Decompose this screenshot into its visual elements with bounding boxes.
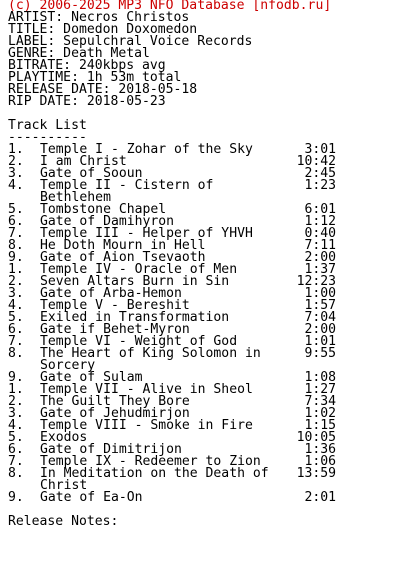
track-title: Exiled in Transformation	[40, 310, 230, 325]
track-row	[8, 492, 412, 504]
track-duration: 10:42	[296, 154, 336, 169]
track-duration: 1:36	[304, 442, 336, 457]
bitrate-line: BITRATE: 240kbps avg	[8, 58, 166, 73]
genre-line: GENRE: Death Metal	[8, 46, 150, 61]
track-title: Temple V - Bereshit	[40, 298, 190, 313]
track-duration: 1:06	[304, 454, 336, 469]
track-duration: 10:05	[296, 430, 336, 445]
release-date-line: RELEASE DATE: 2018-05-18	[8, 82, 198, 97]
track-number: 1.	[8, 262, 24, 277]
track-title: The Guilt They Bore	[40, 394, 190, 409]
track-duration: 2:45	[304, 166, 336, 181]
track-duration: 1:23	[304, 178, 336, 193]
track-duration: 1:00	[304, 286, 336, 301]
track-title: Exodos	[40, 430, 88, 445]
track-duration: 6:01	[304, 202, 336, 217]
track-number: 2.	[8, 274, 24, 289]
track-number: 2.	[8, 394, 24, 409]
track-list	[8, 144, 412, 504]
title-line: TITLE: Domedon Doxomedon	[8, 22, 198, 37]
track-title: Gate of Arba-Hemon	[40, 286, 182, 301]
track-number: 3.	[8, 406, 24, 421]
track-row	[8, 468, 412, 492]
track-title: He Doth Mourn in Hell	[40, 238, 206, 253]
track-number: 3.	[8, 166, 24, 181]
release-info	[8, 12, 412, 108]
track-number: 7.	[8, 226, 24, 241]
nfodb-header: (c) 2006-2025 MP3 NFO Database [nfodb.ru]	[8, 0, 332, 13]
track-title: Temple VII - Alive in Sheol	[40, 382, 253, 397]
tracklist-rule: ----------	[8, 130, 87, 145]
track-duration: 2:00	[304, 250, 336, 265]
track-number: 9.	[8, 370, 24, 385]
track-title: Gate of Sooun	[40, 166, 143, 181]
track-duration: 2:01	[304, 490, 336, 505]
playtime-line: PLAYTIME: 1h 53m total	[8, 70, 182, 85]
track-number: 3.	[8, 286, 24, 301]
track-row	[8, 180, 412, 204]
track-title: Temple IV - Oracle of Men	[40, 262, 238, 277]
track-number: 5.	[8, 310, 24, 325]
track-number: 7.	[8, 454, 24, 469]
track-number: 5.	[8, 430, 24, 445]
artist-line: ARTIST: Necros Christos	[8, 10, 190, 25]
track-title: Gate of Sulam	[40, 370, 143, 385]
track-number: 1.	[8, 142, 24, 157]
track-number: 9.	[8, 490, 24, 505]
label-line: LABEL: Sepulchral Voice Records	[8, 34, 253, 49]
track-number: 6.	[8, 322, 24, 337]
track-title: Temple I - Zohar of the Sky	[40, 142, 253, 157]
track-title: Gate of Damihyron	[40, 214, 175, 229]
track-title: Temple VIII - Smoke in Fire	[40, 418, 253, 433]
track-number: 4.	[8, 418, 24, 433]
track-duration: 1:01	[304, 334, 336, 349]
track-number: 8.	[8, 346, 24, 361]
track-duration: 1:37	[304, 262, 336, 277]
track-number: 5.	[8, 202, 24, 217]
track-title: Temple II - Cistern of Bethlehem	[40, 178, 214, 205]
track-duration: 0:40	[304, 226, 336, 241]
track-duration: 1:15	[304, 418, 336, 433]
track-duration: 2:00	[304, 322, 336, 337]
track-number: 6.	[8, 214, 24, 229]
track-number: 2.	[8, 154, 24, 169]
track-number: 8.	[8, 466, 24, 481]
track-number: 1.	[8, 382, 24, 397]
track-number: 4.	[8, 178, 24, 193]
track-title: Gate if Behet-Myron	[40, 322, 190, 337]
track-title: Gate of Ea-On	[40, 490, 143, 505]
track-title: Gate of Aion Tsevaoth	[40, 250, 206, 265]
track-duration: 7:11	[304, 238, 336, 253]
track-number: 7.	[8, 334, 24, 349]
track-duration: 1:57	[304, 298, 336, 313]
track-row	[8, 348, 412, 372]
track-number: 6.	[8, 442, 24, 457]
track-duration: 7:04	[304, 310, 336, 325]
tracklist-heading: Track List	[8, 118, 87, 133]
track-duration: 12:23	[296, 274, 336, 289]
nfo-document	[8, 0, 412, 528]
track-number: 9.	[8, 250, 24, 265]
track-title: Temple VI - Weight of God	[40, 334, 238, 349]
track-title: I am Christ	[40, 154, 127, 169]
track-title: Tombstone Chapel	[40, 202, 167, 217]
track-duration: 1:02	[304, 406, 336, 421]
release-notes-heading: Release Notes:	[8, 514, 119, 529]
track-title: In Meditation on the Death of Christ	[40, 466, 269, 493]
track-title: The Heart of King Solomon in Sorcery	[40, 346, 261, 373]
track-duration: 1:08	[304, 370, 336, 385]
track-duration: 9:55	[304, 346, 336, 361]
track-number: 4.	[8, 298, 24, 313]
rip-date-line: RIP DATE: 2018-05-23	[8, 94, 166, 109]
track-title: Temple III - Helper of YHVH	[40, 226, 253, 241]
track-duration: 1:12	[304, 214, 336, 229]
track-title: Gate of Dimitrijon	[40, 442, 182, 457]
track-duration: 13:59	[296, 466, 336, 481]
track-title: Seven Altars Burn in Sin	[40, 274, 230, 289]
track-title: Temple IX - Redeemer to Zion	[40, 454, 261, 469]
track-title: Gate of Jehudmirjon	[40, 406, 190, 421]
track-duration: 1:27	[304, 382, 336, 397]
track-duration: 3:01	[304, 142, 336, 157]
track-duration: 7:34	[304, 394, 336, 409]
track-number: 8.	[8, 238, 24, 253]
